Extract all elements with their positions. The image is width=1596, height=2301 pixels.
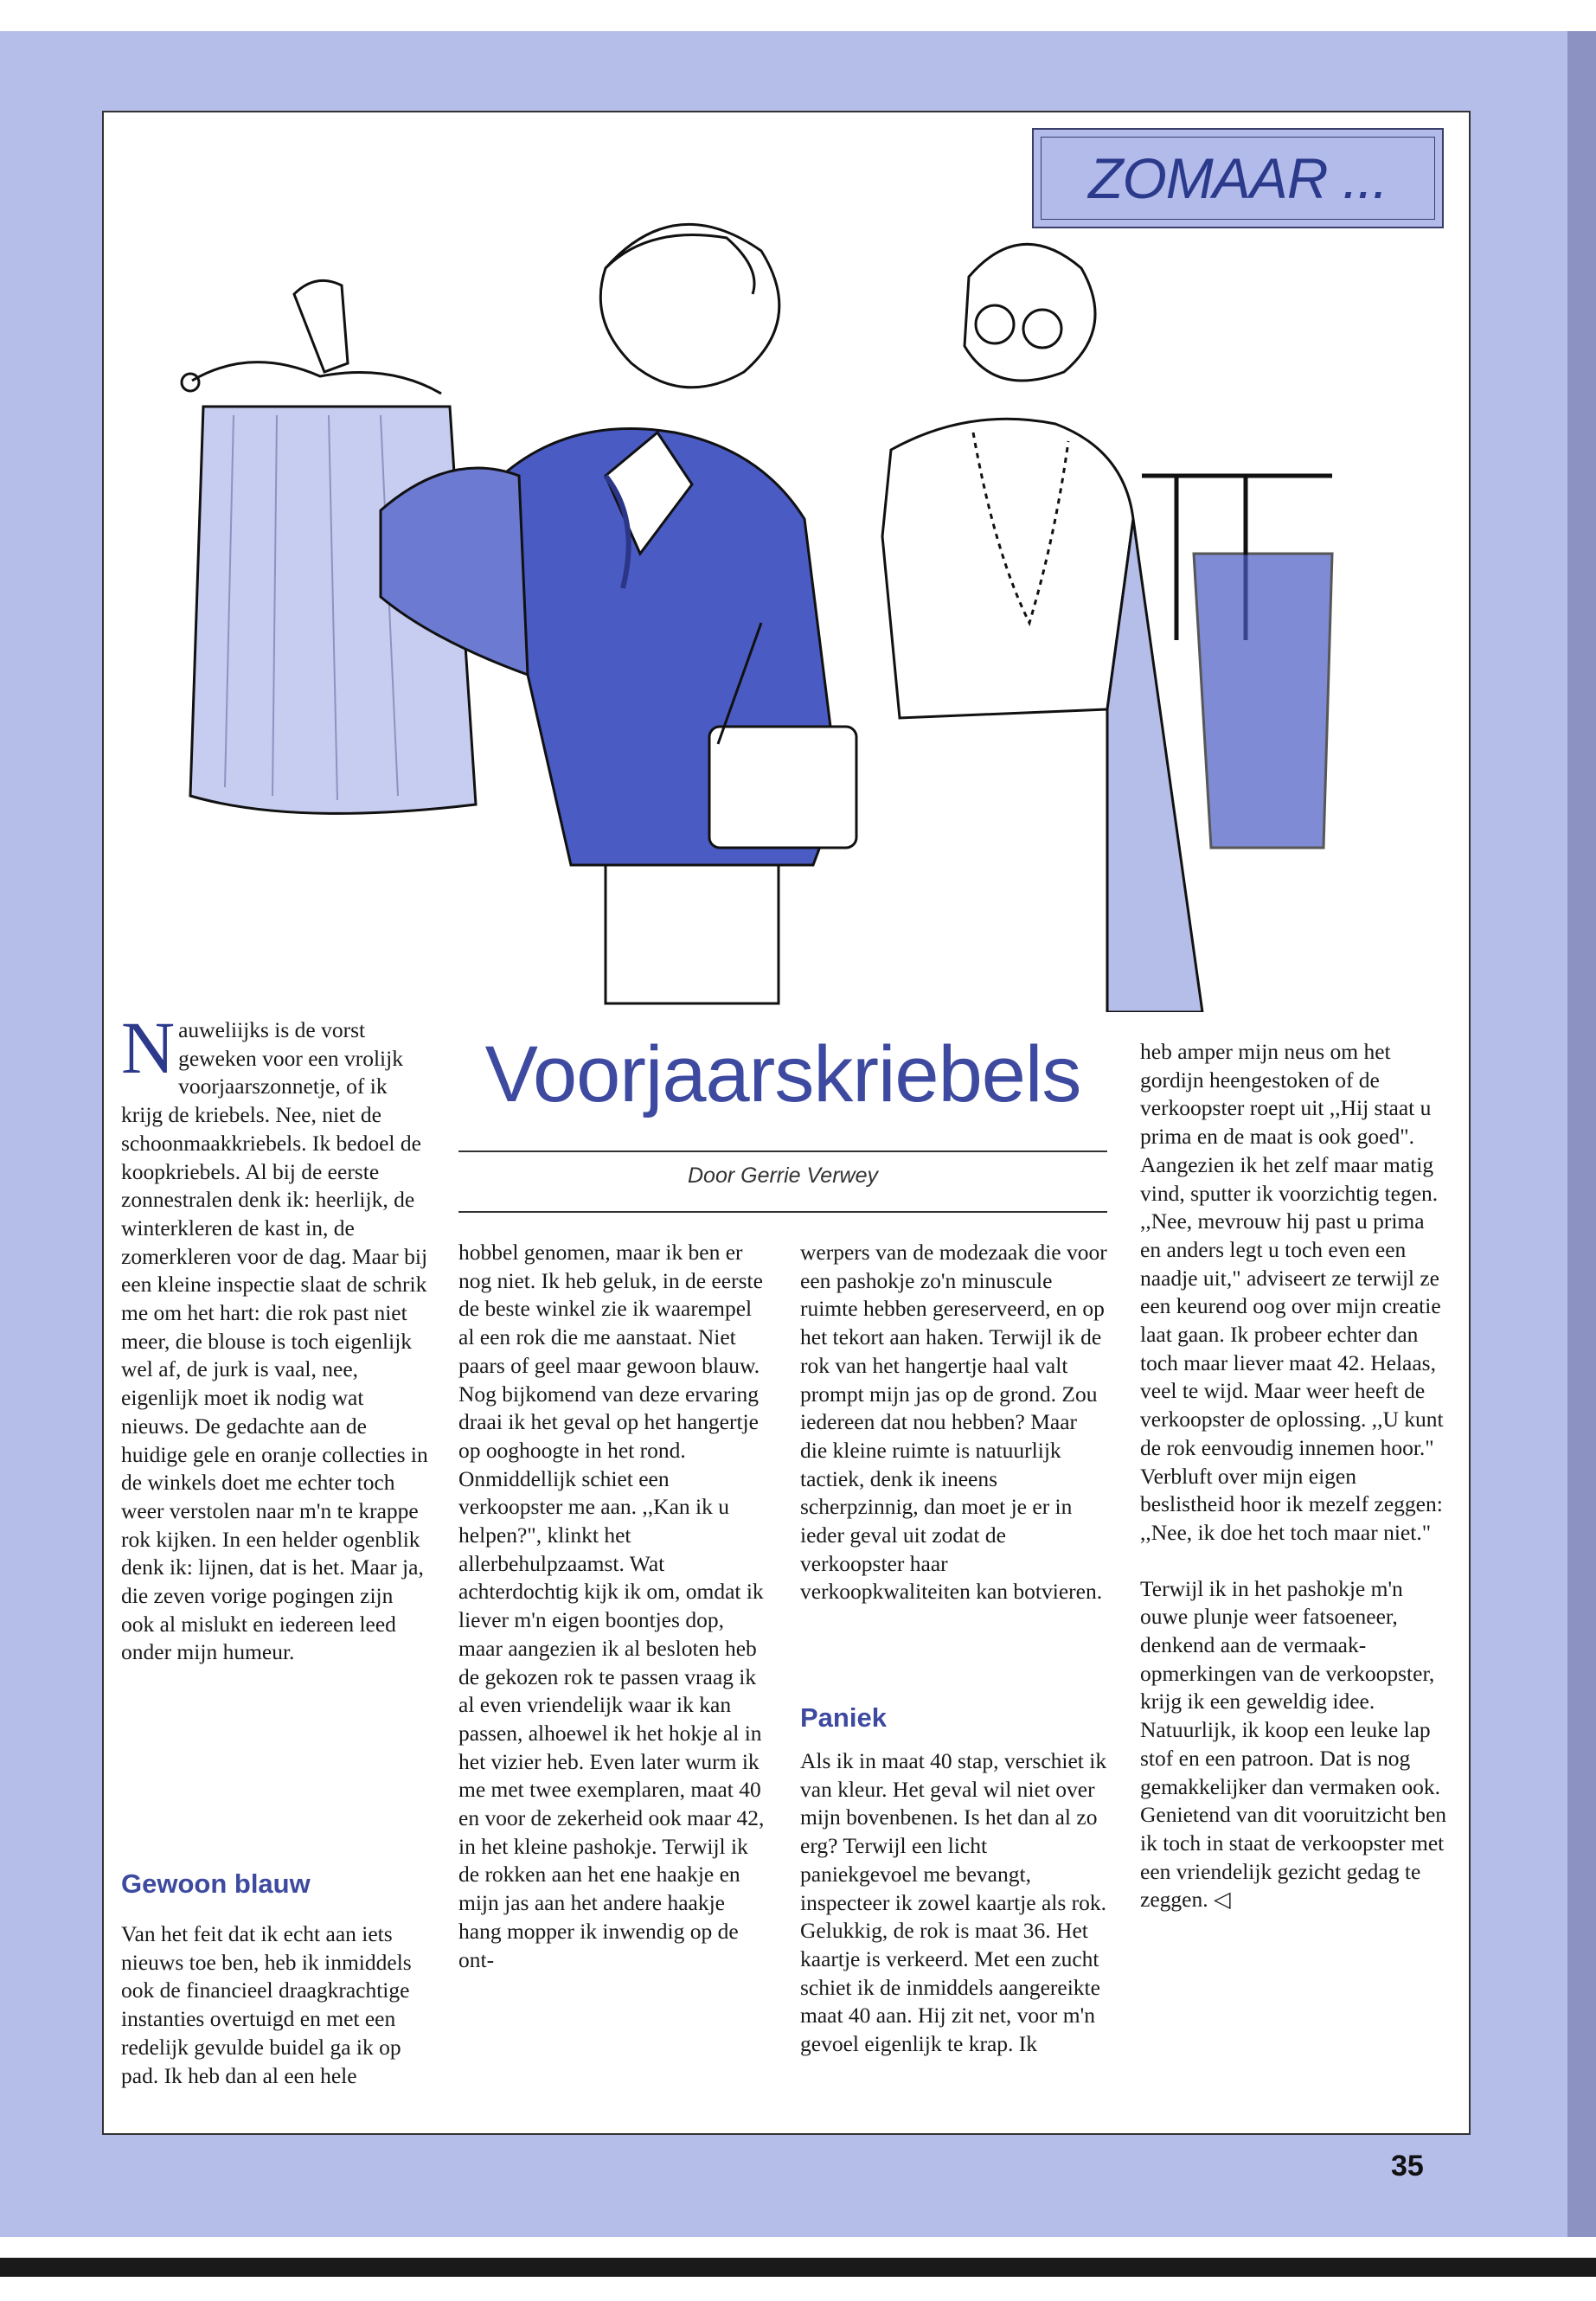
paragraph-pashokje: Terwijl ik in het pashokje m'n ouwe plunje weer fatsoeneer, denkend aan de vermaak-opmerkingen van de verkoopster, krijg ik een geweldig idee. Natuurlijk, ik koop een leuke lap stof en een patroon. Dat is nog gemakkelijker dan vermaken ook. Genietend van dit vooruitzicht ben ik toch in staat de verkoopster met een vriendelijk gezicht gedag te zeggen. ◁ [1140,1575,1447,1913]
subhead-gewoon-blauw: Gewoon blauw [121,1868,311,1899]
paragraph-financieel: Van het feit dat ik echt aan iets nieuws toe ben, heb ik inmiddels ook de financieel draagkrachtige instanties overtuigd en met een redelijk gevulde buidel ga ik op pad. Ik heb dan al een hele [121,1921,412,2088]
paragraph-gordijn: heb amper mijn neus om het gordijn heengestoken of de verkoopster roept uit ,,Hij staat u prima en de maat is ook goed". Aangezien ik het zelf maar matig vind, sputter ik voorzichtig tegen. ,,Nee, mevrouw hij past u prima en anders legt u toch even een naadje uit," adviseert ze terwijl ze een keurend oog over mijn creatie laat gaan. Ik probeer echter dan toch maar liever maat 42. Helaas, veel te wijd. Maar weer heeft de verkoopster de oplossing. ,,U kunt de rok eenvoudig innemen hoor." Verbluft over mijn eigen beslistheid hoor ik mezelf zeggen: ,,Nee, ik doe het toch maar niet." [1140,1039,1444,1545]
rule-top [458,1150,1107,1152]
saleswoman [882,244,1332,1012]
paragraph-maat-40: Als ik in maat 40 stap, verschiet ik van kleur. Het geval wil niet over mijn bovenbenen. Is het dan al zo erg? Terwijl een licht paniekgevoel me bevangt, inspecteer ik zowel kaartje als rok. Gelukkig, de rok is maat 36. Het kaartje is verkeerd. Met een zucht schiet ik de inmiddels aangereikte maat 40 aan. Hij zit net, voor m'n gevoel eigenlijk te krap. Ik [800,1748,1107,2057]
woman-shopper [381,224,856,1003]
paragraph-hobbel: hobbel genomen, maar ik ben er nog niet. Ik heb geluk, in de eerste de beste winkel zie ik waarempel al een rok die me aanstaat. Niet paars of geel maar gewoon blauw. Nog bijkomend van deze ervaring draai ik het geval op het hangertje op ooghoogte in het rond. Onmiddellijk schiet een verkoopster me aan. ,,Kan ik u helpen?", klinkt het allerbehulpzaamst. Wat achterdochtig kijk ik om, omdat ik liever m'n eigen boontjes dop, maar aangezien ik al besloten heb de gekozen rok te passen vraag ik al even vriendelijk waar ik kan passen, alhoewel ik het hokje al in het vizier heb. Even later wurm ik me met twee exemplaren, maat 40 en voor de zekerheid ook maar 42, in het kleine pashokje. Terwijl ik de rokken aan het ene haakje en mijn jas aan het andere haakje hang mopper ik inwendig op de ont- [458,1240,765,1972]
intro-paragraph: auweliijks is de vorst geweken voor een vrolijk voorjaarszonnetje, of ik krijg de kriebels. Nee, niet de schoonmaakkriebels. Ik bedoel de koopkriebels. Al bij de eerste zonnestralen denk ik: heerlijk, de winterkleren de kast in, de zomerkleren voor de dag. Maar bij een kleine inspectie slaat de schrik me om het hart: die rok past niet meer, die blouse is toch eigenlijk wel af, de jurk is vaal, nee, eigenlijk moet ik nodig wat nieuws. De gedachte aan de huidige gele en oranje collecties in de winkels doet me echter toch weer verstolen naar m'n te krappe rok kijken. In een helder ogenblik denk ik: lijnen, dat is het. Maar ja, die zeven vorige pogingen zijn ook al mislukt en iedereen leed onder mijn humeur. [121,1017,428,1665]
illustration [121,190,1436,1012]
subhead-paniek-wrap [800,1702,887,1742]
paragraph-werpers: werpers van de modezaak die voor een pashokje zo'n minuscule ruimte hebben gereserveerd, en op het tekort aan haken. Terwijl ik de rok van het hangertje haal valt prompt mijn jas op de grond. Zou iedereen dat nou hebben? Maar die kleine ruimte is natuurlijk tactiek, denk ik ineens scherpzinnig, dan moet je er in ieder geval uit zodat de verkoopster haar verkoopkwaliteiten kan botvieren. [800,1240,1107,1605]
column-1 [121,1006,428,1667]
subhead-paniek: Paniek [800,1702,887,1733]
column-4 [1140,1038,1450,1914]
section-tag [1032,128,1444,228]
page-edge [1567,31,1596,2237]
column-3 [800,1239,1107,1606]
section-tag-text: ZOMAAR ... [1088,146,1388,210]
scan-edge [0,2258,1596,2277]
byline: Door Gerrie Verwey [688,1163,878,1188]
column-2 [458,1239,766,1974]
rule-bottom [458,1211,1107,1213]
subhead-gewoon-blauw-wrap [121,1868,311,1908]
section-tag-inner [1041,137,1435,220]
page-number: 35 [1391,2150,1424,2182]
headline: Voorjaarskriebels [484,1030,1081,1118]
column-1b [121,1920,428,2090]
column-3b [800,1747,1107,2059]
drop-cap: N [121,1006,176,1089]
